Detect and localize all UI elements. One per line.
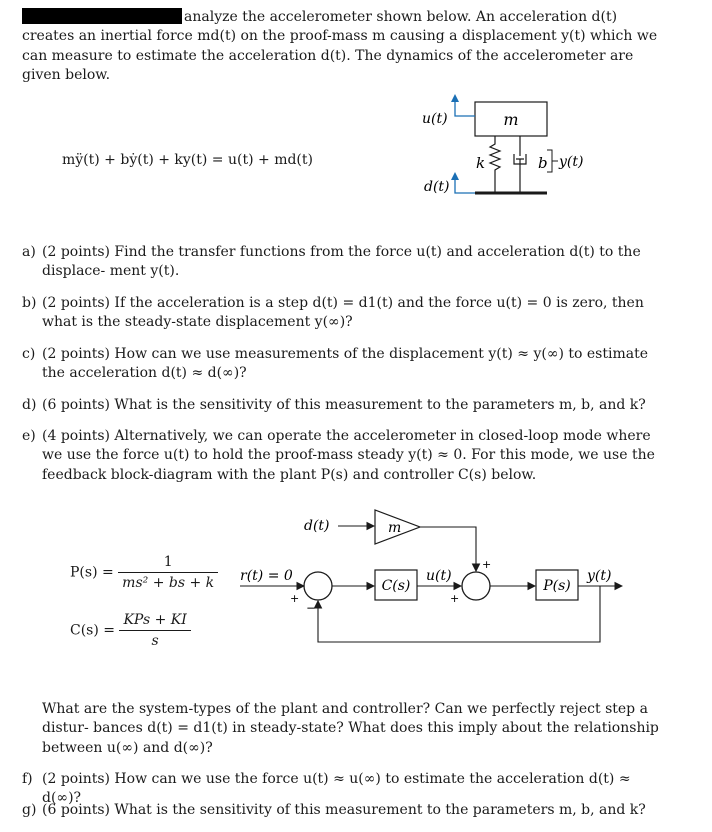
- displacement-bracket: [547, 150, 558, 172]
- accel-arrow: [455, 178, 475, 193]
- plant-lhs: P(s) =: [70, 564, 114, 581]
- mass-label: m: [503, 110, 519, 129]
- controller-equation: [70, 612, 191, 649]
- plant-numerator: 1: [118, 554, 218, 573]
- question-label: b): [22, 295, 37, 311]
- output-label: y(t): [587, 568, 612, 584]
- question-label: f): [22, 771, 33, 787]
- question-label: e): [22, 428, 36, 444]
- question-text: (6 points) What is the sensitivity of this measurement to the parameters m, b, and k?: [42, 397, 646, 413]
- block-diagram: [230, 502, 630, 652]
- spring-label: k: [476, 154, 486, 172]
- question-a: [22, 243, 672, 282]
- question-label: c): [22, 346, 36, 362]
- redaction-bar: [22, 8, 182, 24]
- question-c: [22, 345, 672, 384]
- question-text: (2 points) How can we use the force u(t) ≈ u(∞) to estimate the acceleration d(t) ≈ d(∞)?: [42, 771, 631, 807]
- reference-label: r(t) = 0: [240, 568, 293, 584]
- summing-junction-2: [462, 572, 490, 600]
- controller-block-label: C(s): [381, 578, 411, 594]
- question-b: [22, 294, 672, 333]
- question-text: (4 points) Alternatively, we can operate the accelerometer in closed-loop mode where we use the force u(t) to hold the proof-mass steady y(t) ≈ 0. For this mode, we use the feedback block-diagram with the plant P(s) and controller C(s) below.: [42, 428, 655, 483]
- question-text: (2 points) Find the transfer functions from the force u(t) and acceleration d(t) to the displace- ment y(t).: [42, 244, 641, 280]
- question-label: a): [22, 244, 36, 260]
- intro-paragraph: [22, 8, 670, 86]
- sum2-plus-top: +: [482, 558, 492, 571]
- controller-denominator: s: [151, 633, 159, 649]
- sum1-minus: −: [306, 601, 317, 615]
- followup-text: What are the system-types of the plant and controller? Can we perfectly reject step a distur- bances d(t) = d1(t) in steady-state? What does this imply about the relationship between u(∞) and d(∞)?: [42, 701, 659, 756]
- question-text: (2 points) If the acceleration is a step d(t) = d1(t) and the force u(t) = 0 is zero, then what is the steady-state displacement y(∞)?: [42, 295, 644, 331]
- plant-denominator: ms² + bs + k: [122, 575, 215, 591]
- force-arrowhead: [451, 94, 459, 102]
- intro-text: analyze the accelerometer shown below. An acceleration d(t) creates an inertial force md(t) on the proof-mass m causing a displacement y(t) which we can measure to estimate the acceleration d(t). The dynamics of the accelerometer are given below.: [22, 9, 658, 84]
- force-arrow: [455, 100, 475, 116]
- accel-arrowhead: [451, 172, 459, 180]
- summing-junction-1: [304, 572, 332, 600]
- plant-equation: [70, 554, 218, 591]
- gain-to-sum2: [420, 527, 476, 571]
- accel-label: d(t): [424, 179, 450, 195]
- spring: [490, 136, 500, 192]
- question-label: g): [22, 802, 37, 818]
- sum2-plus-bottom: +: [450, 592, 460, 605]
- gain-label: m: [388, 520, 402, 536]
- controller-fraction: [119, 612, 190, 649]
- controller-numerator: KPs + KI: [119, 612, 190, 631]
- dynamics-equation: mÿ(t) + bẏ(t) + ky(t) = u(t) + md(t): [62, 152, 313, 168]
- plant-fraction: [118, 554, 218, 591]
- question-text: (2 points) How can we use measurements of the displacement y(t) ≈ y(∞) to estimate the acceleration d(t) ≈ d(∞)?: [42, 346, 649, 382]
- accelerometer-figure: [410, 90, 620, 210]
- question-d: [22, 396, 672, 415]
- question-g: [22, 801, 672, 820]
- control-signal-label: u(t): [426, 568, 452, 584]
- question-label: d): [22, 397, 37, 413]
- damper: [514, 136, 526, 192]
- question-e: [22, 427, 672, 485]
- question-text: (6 points) What is the sensitivity of this measurement to the parameters m, b, and k?: [42, 802, 646, 818]
- controller-lhs: C(s) =: [70, 622, 116, 639]
- plant-block-label: P(s): [543, 578, 571, 594]
- force-label: u(t): [422, 111, 448, 127]
- displacement-label: y(t): [559, 154, 584, 170]
- damper-label: b: [538, 154, 548, 172]
- disturbance-label: d(t): [304, 518, 330, 534]
- sum1-plus: +: [290, 592, 300, 605]
